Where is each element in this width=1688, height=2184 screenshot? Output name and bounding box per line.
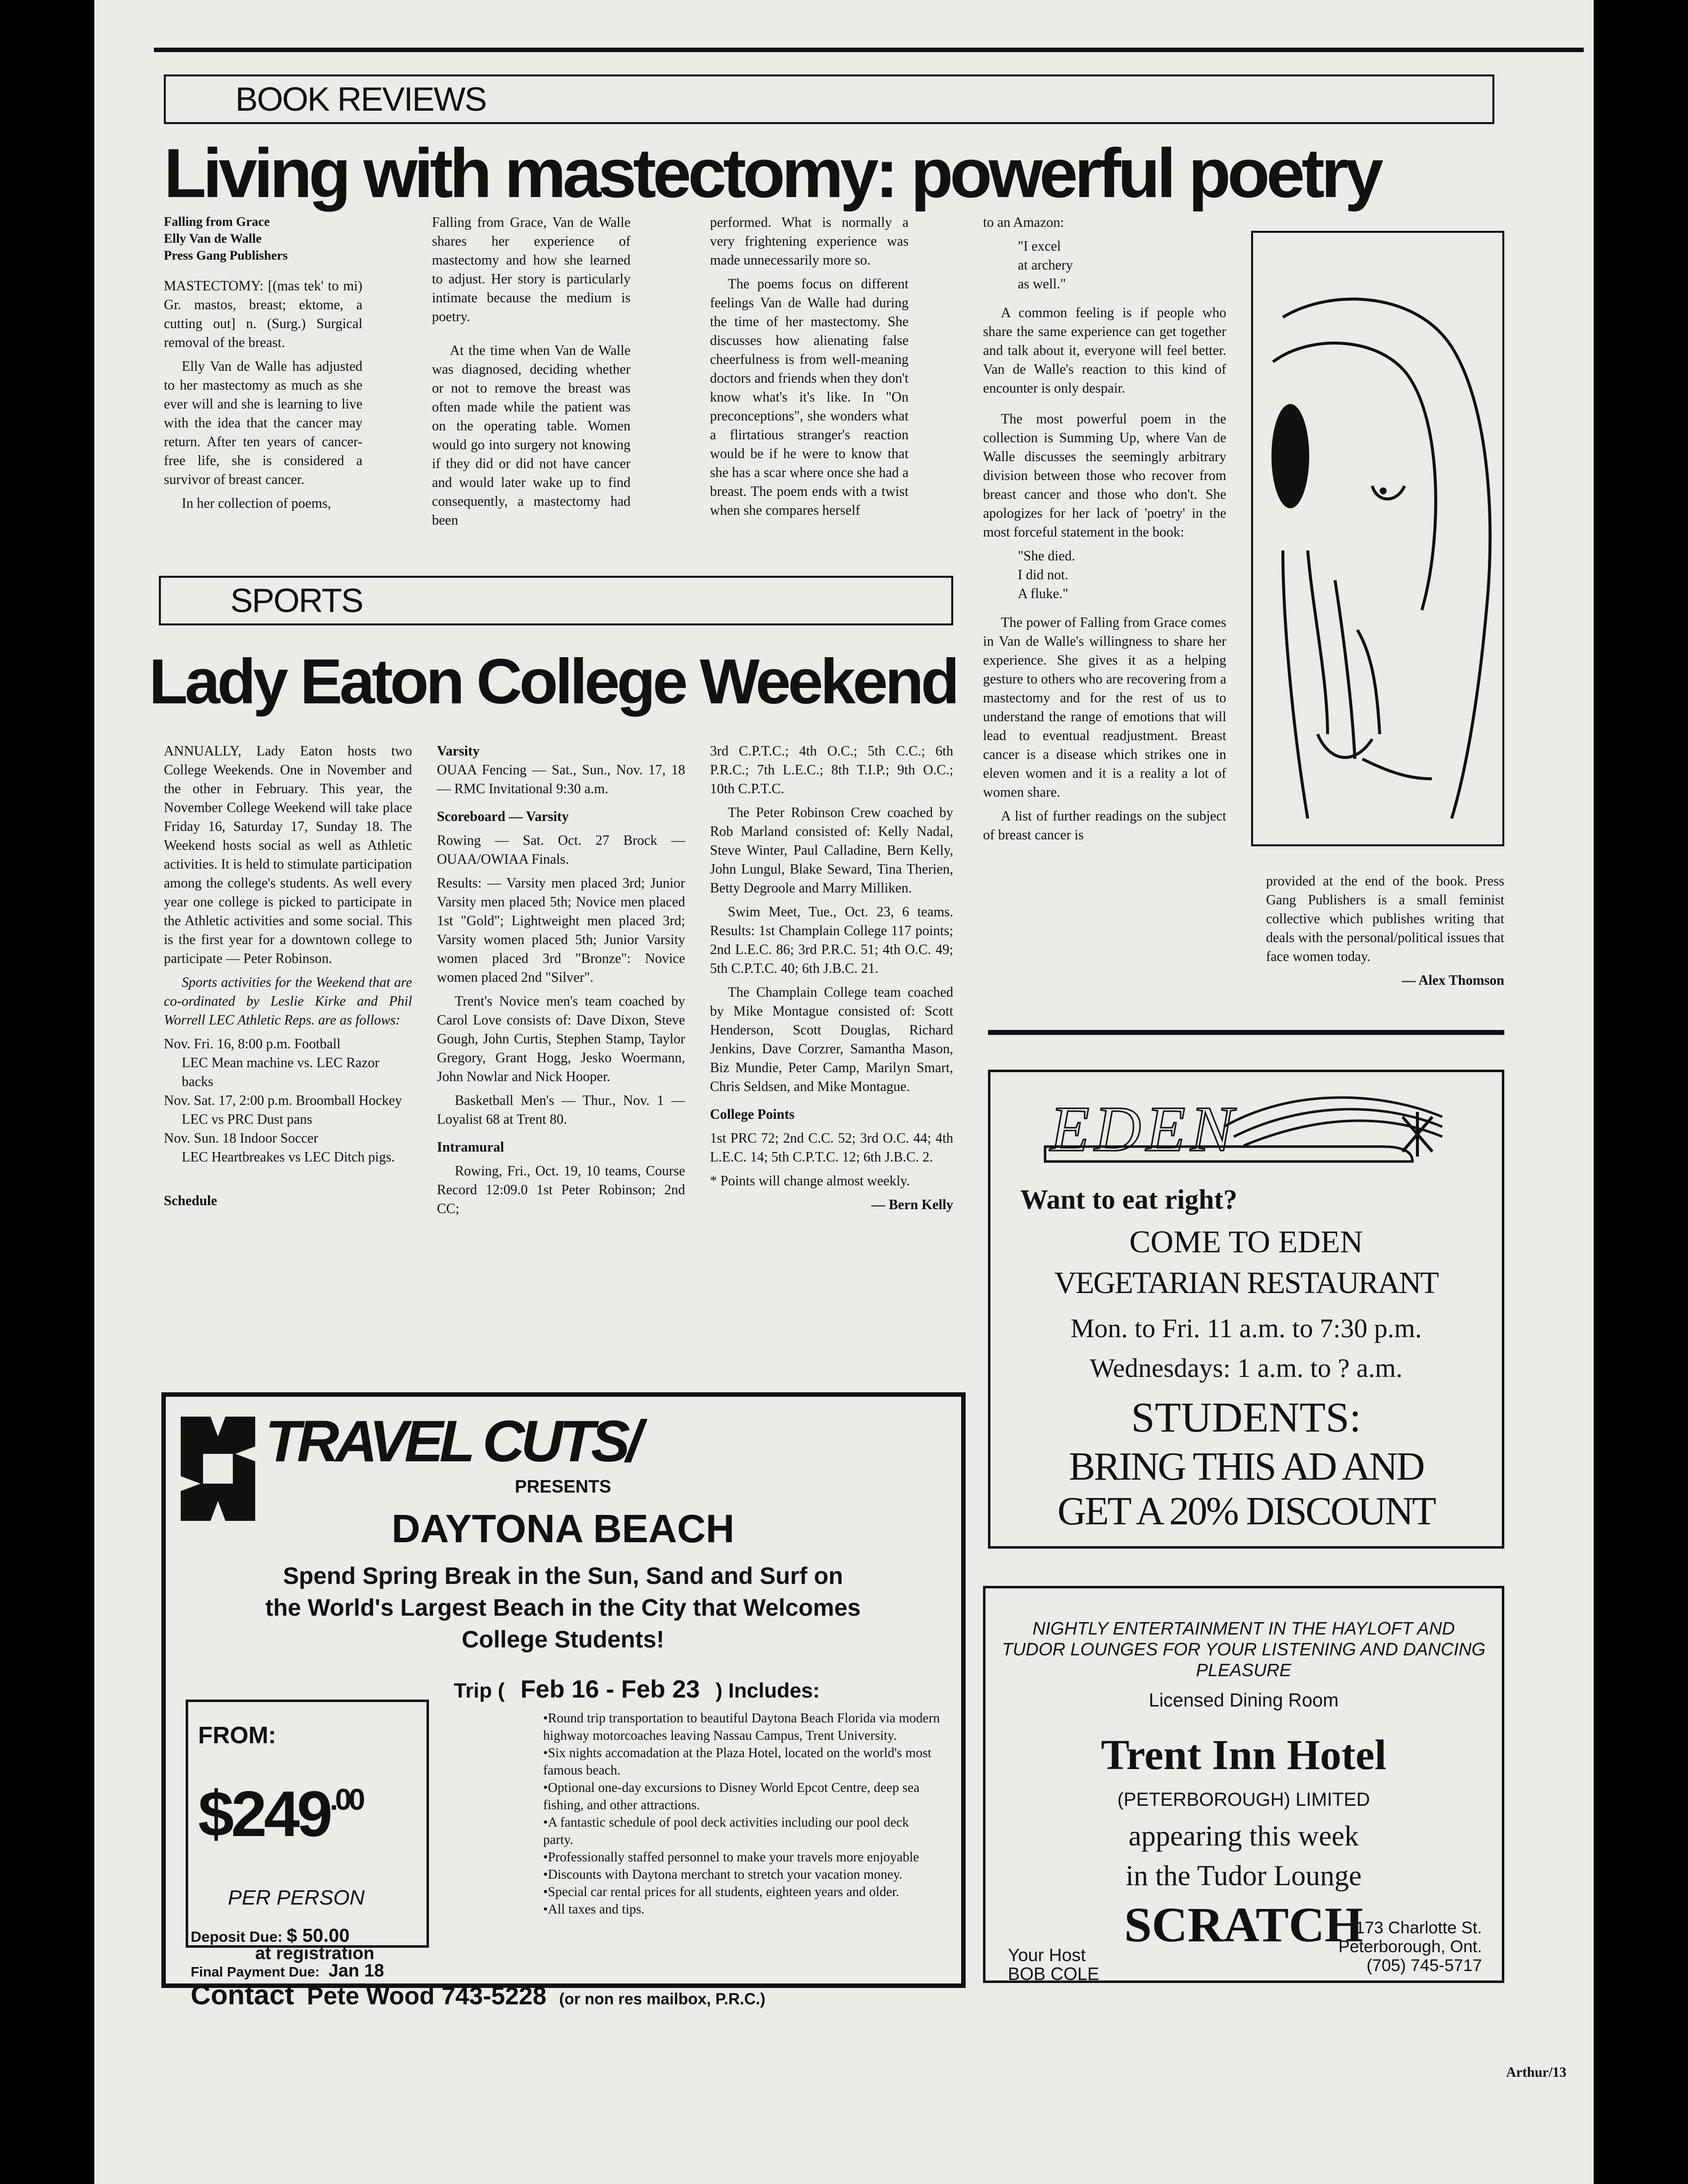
trent-act-name: SCRATCH [1124,1897,1363,1952]
travel-cuts-logo-icon [181,1417,255,1521]
subhead-intramural: Intramural [437,1140,504,1155]
from-label: FROM: [198,1722,277,1749]
host-name: BOB COLE [1008,1964,1100,1984]
address-phone: (705) 745-5717 [1366,1956,1482,1975]
trip-dates-line [454,1675,820,1704]
review-paragraph: MASTECTOMY: [(mas tek' to mi) Gr. mastos, breast; ektome, a cutting out] n. (Surg.) Surgical removal of the breast. [164,278,362,350]
sports-paragraph: Trent's Novice men's team coached by Carol Love consists of: Dave Dixon, Steve Gough, John Curtis, Stephen Stamp, Taylor Gregory, Grant Hogg, Jesko Woermann, John Nowlar and Nick Hooper. [437,994,685,1085]
sports-label: SPORTS [230,582,363,619]
review-column-5 [1266,872,1504,990]
eden-hours-wednesday: Wednesdays: 1 a.m. to ? a.m. [1090,1353,1403,1383]
review-paragraph: Elly Van de Walle has adjusted to her mastectomy as much as she ever will and she is learning to live with the idea that the cancer may return. After ten years of cancer-free life, she is considered a survivor of breast cancer. [164,359,362,487]
eden-offer-line2: GET A 20% DISCOUNT [1057,1490,1435,1533]
include-item: •Special car rental prices for all students, eighteen years and older. [543,1884,900,1899]
sports-paragraph: 1st PRC 72; 2nd C.C. 52; 3rd O.C. 44; 4th L.E.C. 14; 5th C.P.T.C. 12; 6th J.B.C. 2. [710,1131,953,1165]
review-column-4 [983,213,1226,850]
sports-column-1 [164,742,412,1216]
poem-quote-amazon [983,237,1226,294]
poem-line: "She died. [1018,548,1075,564]
trent-intro: NIGHTLY ENTERTAINMENT IN THE HAYLOFT AND TUDOR LOUNGES FOR YOUR LISTENING AND DANCING PLEASURE [1001,1618,1486,1680]
poem-line: A fluke." [1018,586,1068,602]
trent-host [1008,1946,1099,1983]
book-info [164,213,362,264]
include-item: •Round trip transportation to beautiful Daytona Beach Florida via modern highway motorcoaches leaving Nassau Campus, Trent University. [543,1710,940,1743]
review-paragraph: At the time when Van de Walle was diagnosed, deciding whether or not to remove the breast was often made while the patient was on the operating table. Women would go into surgery not knowing if they did or did not have cancer and would later wake up to find consequently, a mastectomy had been [432,343,631,528]
review-paragraph: The most powerful poem in the collection is Summing Up, where Van de Walle discusses the seemingly arbitrary division between those who recover from breast cancer and those who don't. She apologizes for her lack of 'poetry' in the most forceful statement in the book: [983,411,1226,540]
newspaper-page [94,0,1594,2184]
deposit-label: Deposit Due: [191,1929,283,1945]
deposit-value: $ 50.00 [286,1925,350,1946]
book-reviews-section-header [164,74,1494,124]
review-column-1 [164,213,362,518]
book-reviews-label: BOOK REVIEWS [235,80,486,118]
book-review-headline: Living with mastectomy: powerful poetry [164,134,1380,212]
review-paragraph: performed. What is normally a very frightening experience was made unnecessarily more so. [710,215,909,268]
sports-section-header [159,576,953,625]
contact-note: (or non res mailbox, P.R.C.) [559,1990,766,2008]
review-paragraph: A list of further readings on the subject of breast cancer is [983,809,1226,843]
sports-paragraph: Rowing, Fri., Oct. 19, 10 teams, Course Record 12:09.0 1st Peter Robinson; 2nd CC; [437,1163,685,1217]
weekend-events-list [164,1035,412,1167]
line-drawing-figure [1253,233,1502,844]
page-folio: Arthur/13 [1506,2065,1566,2080]
review-paragraph: Falling from Grace, Van de Walle shares her experience of mastectomy and how she learned to adjust. Her story is particularly intimate because the medium is poetry. [432,215,631,325]
sports-paragraph: Results: — Varsity men placed 3rd; Junior Varsity men placed 5th; Novice men placed 1st "Gold"; Lightweight men placed 3rd; Varsity women placed 5th; Junior Varsity women placed 3rd "Bronze": Novice women placed 2nd "Silver". [437,876,685,985]
trent-address [1338,1918,1482,1975]
review-paragraph: The power of Falling from Grace comes in Van de Walle's willingness to share her experience. She gives it as a helping gesture to others who are recovering from a mastectomy and for the rest of us to understand the range of emotions that will lead to eventual readjustment. Breast cancer is a disease which strikes one in eleven women and it is a reality a lot of women share. [983,615,1226,800]
review-byline: — Alex Thomson [1402,973,1504,988]
eden-line1: COME TO EDEN [1129,1224,1363,1259]
review-column-2 [432,213,631,535]
sports-paragraph: Swim Meet, Tue., Oct. 23, 6 teams. Results: 1st Champlain College 117 points; 2nd L.E.C. 86; 3rd P.R.C. 51; 4th O.C. 49; 5th C.P.T.C. 40; 6th J.B.C. 21. [710,904,953,976]
contact-label: Contact [191,1979,294,2010]
eden-logo [1035,1087,1452,1176]
price-dollars: $249 [198,1777,330,1850]
book-title: Falling from Grace [164,214,270,229]
final-payment-value: Jan 18 [328,1960,384,1980]
review-paragraph: provided at the end of the book. Press Gang Publishers is a small feminist collective which publishes writing that deals with the personal/political issues that face women today. [1266,874,1504,964]
ad-destination: DAYTONA BEACH [391,1506,735,1551]
trip-dates: Feb 16 - Feb 23 [520,1675,700,1703]
eden-line2: VEGETARIAN RESTAURANT [1054,1266,1438,1300]
eden-logo-text: EDEN [1050,1093,1239,1165]
include-item: •Six nights accomadation at the Plaza Hotel, located on the world's most famous beach. [543,1745,932,1777]
sports-paragraph: The Champlain College team coached by Mike Montague consisted of: Scott Henderson, Scott Douglas, Richard Jenkins, Dave Corzrer, Samantha Mason, Biz Mundie, Peter Camp, Marilyn Smart, Chris Seldsen, and Mike Montague. [710,985,953,1094]
sports-paragraph: * Points will change almost weekly. [710,1173,910,1189]
eden-restaurant-ad [988,1070,1504,1549]
column-divider-rule [988,1030,1504,1035]
ad-tagline: Spend Spring Break in the Sun, Sand and Surf on the World's Largest Beach in the City that Welcomes College Students! [265,1563,861,1653]
sports-headline: Lady Eaton College Weekend [149,646,957,717]
poem-line: I did not. [1018,567,1068,583]
review-paragraph: A common feeling is if people who share the same experience can get together and talk about it, everyone will feel better. Van de Walle's reaction to this kind of encounter is only despair. [983,305,1226,396]
review-paragraph: The poems focus on different feelings Van de Walle had during the time of her mastectomy. She discusses how alienating false cheerfulness is from well-meaning doctors and friends when they don't know what's it's like. In "On preconceptions", she wonders what a flirtatious stranger's reaction would be if he were to know that she has a scar where once she had a breast. The poem ends with a twist when she compares herself [710,276,909,518]
book-author: Elly Van de Walle [164,231,262,246]
final-payment-label: Final Payment Due: [191,1964,320,1979]
event-line: Nov. Fri. 16, 8:00 p.m. Football [164,1036,341,1052]
sports-paragraph: The Peter Robinson Crew coached by Rob Marland consisted of: Kelly Nadal, Steve Winter, Paul Calladine, Bern Kelly, John Lungul, Blake Seward, Tina Therien, Betty Degroole and Marry Milliken. [710,805,953,896]
schedule-label: Schedule [164,1193,217,1209]
trent-inn-hotel-ad [983,1586,1504,1983]
event-line: LEC Mean machine vs. LEC Razor backs [182,1055,380,1090]
trent-appearing-line1: appearing this week [1128,1820,1359,1852]
poem-quote-summing-up [983,547,1226,604]
book-publisher: Press Gang Publishers [164,248,288,263]
trip-suffix: ) Includes: [715,1679,820,1702]
subhead-college-points: College Points [710,1107,795,1122]
deposit-note: at registration [255,1943,375,1963]
eden-students: STUDENTS: [1131,1393,1361,1441]
subhead-scoreboard: Scoreboard — Varsity [437,809,569,824]
trent-hotel-name: Trent Inn Hotel [1101,1731,1387,1778]
trent-limited: (PETERBOROUGH) LIMITED [1117,1789,1370,1810]
review-column-3 [710,213,909,525]
address-street: 173 Charlotte St. [1355,1918,1482,1937]
include-item: •Discounts with Daytona merchant to stretch your vacation money. [543,1867,903,1882]
trent-appearing-line2: in the Tudor Lounge [1125,1859,1362,1892]
include-item: •All taxes and tips. [543,1902,645,1916]
price-value [198,1776,362,1851]
review-paragraph: In her collection of poems, [182,496,331,511]
contact-line [191,1979,766,2011]
review-paragraph: to an Amazon: [983,215,1064,230]
travel-cuts-ad [161,1392,966,2010]
eden-offer-line1: BRING THIS AD AND [1068,1445,1424,1489]
event-line: LEC vs PRC Dust pans [182,1112,312,1127]
final-payment-line [191,1960,384,1981]
sports-paragraph: Rowing — Sat. Oct. 27 Brock — OUAA/OWIAA Finals. [437,833,685,867]
per-person-label: PER PERSON [228,1886,365,1909]
price-cents: .00 [330,1783,362,1816]
sports-paragraph: Basketball Men's — Thur., Nov. 1 — Loyalist 68 at Trent 80. [437,1093,685,1127]
poem-line: at archery [1018,258,1073,273]
include-item: •Professionally staffed personnel to make your travels more enjoyable [543,1849,919,1864]
include-item: •A fantastic schedule of pool deck activities including our pool deck party. [543,1815,909,1847]
trip-prefix: Trip ( [454,1679,505,1702]
event-line: Nov. Sun. 18 Indoor Soccer [164,1131,318,1146]
top-rule [154,48,1584,52]
address-city: Peterborough, Ont. [1338,1937,1482,1956]
host-label: Your Host [1008,1945,1086,1965]
trent-dining: Licensed Dining Room [1148,1690,1339,1711]
breast-illustration [1251,231,1504,846]
contact-value: Pete Wood 743-5228 [307,1982,547,2010]
sports-column-2 [437,742,685,1224]
sports-paragraph: OUAA Fencing — Sat., Sun., Nov. 17, 18 — RMC Invitational 9:30 a.m. [437,762,685,797]
trip-includes-list [543,1709,940,1918]
sports-byline: — Bern Kelly [871,1197,953,1213]
poem-line: "I excel [1018,239,1061,254]
event-line: Nov. Sat. 17, 2:00 p.m. Broomball Hockey [164,1093,402,1108]
price-box [186,1700,429,1948]
sports-paragraph: ANNUALLY, Lady Eaton hosts two College Weekends. One in November and the other in February. This year, the November College Weekend will take place Friday 16, Saturday 17, Sunday 18. The Weekend hosts social as well as Athletic activities. It is held to stimulate participation among the college's students. As well every year one college is picked to participate in the Athletic activities and some social. This is the first year for a downtown college to participate — Peter Robinson. [164,744,412,966]
eden-question: Want to eat right? [1020,1184,1238,1215]
event-line: LEC Heartbreakes vs LEC Ditch pigs. [182,1150,395,1165]
sports-paragraph: 3rd C.P.T.C.; 4th O.C.; 5th C.C.; 6th P.R.C.; 7th L.E.C.; 8th T.I.P.; 9th O.C.; 10th C.P.T.C. [710,744,953,797]
sports-column-3 [710,742,953,1215]
subhead-varsity: Varsity [437,744,480,759]
eden-hours-weekdays: Mon. to Fri. 11 a.m. to 7:30 p.m. [1070,1313,1422,1343]
poem-line: as well." [1018,276,1066,292]
travel-cuts-brand: TRAVEL CUTS/ [265,1409,638,1474]
ad-presents: PRESENTS [514,1476,612,1497]
sports-italic-note: Sports activities for the Weekend that are co-ordinated by Leslie Kirke and Phil Worrell LEC Athletic Reps. are as follows: [164,975,412,1028]
include-item: •Optional one-day excursions to Disney World Epcot Centre, deep sea fishing, and other attractions. [543,1780,920,1812]
